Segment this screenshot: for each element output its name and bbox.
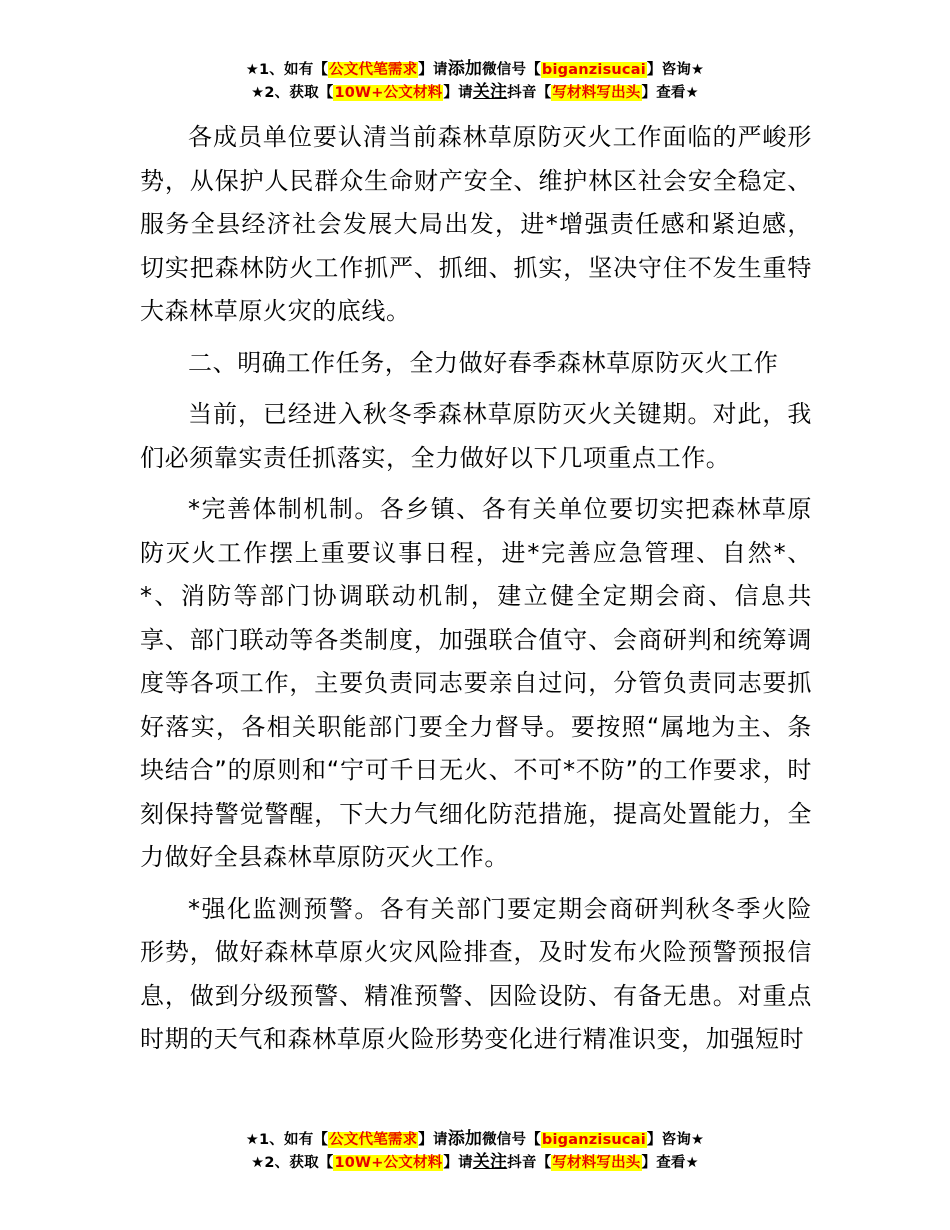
- wechat-id-highlight: biganzisucai: [541, 62, 646, 78]
- ghostwriting-highlight: 公文代笔需求: [329, 62, 418, 78]
- header-line-1: ★1、如有【公文代笔需求】请添加微信号【biganzisucai】咨询★: [245, 59, 705, 79]
- document-body: [140, 116, 812, 1062]
- body-paragraph: 各成员单位要认清当前森林草原防灭火工作面临的严峻形势，从保护人民群众生命财产安全、维护林区社会安全稳定、服务全县经济社会发展大局出发，进*增强责任感和紧迫感，切实把森林防火工作抓严、抓细、抓实，坚决守住不发生重特大森林草原火灾的底线。: [140, 123, 812, 325]
- materials-highlight: 10W+公文材料: [334, 85, 443, 101]
- body-paragraph: 当前，已经进入秋冬季森林草原防灭火关键期。对此，我们必须靠实责任抓落实，全力做好以下几项重点工作。: [140, 400, 812, 472]
- wechat-id-highlight: biganzisucai: [541, 1132, 646, 1148]
- header-banner: [0, 58, 950, 104]
- douyin-account-highlight: 写材料写出头: [552, 1155, 641, 1171]
- douyin-account-highlight: 写材料写出头: [552, 85, 641, 101]
- ghostwriting-highlight: 公文代笔需求: [329, 1132, 418, 1148]
- footer-line-1: ★1、如有【公文代笔需求】请添加微信号【biganzisucai】咨询★: [245, 1129, 705, 1149]
- section-heading: 二、明确工作任务，全力做好春季森林草原防灭火工作: [188, 348, 779, 377]
- header-line-2: ★2、获取【10W+公文材料】请关注抖音【写材料写出头】查看★: [251, 82, 699, 102]
- footer-banner: [0, 1128, 950, 1174]
- body-paragraph: *完善体制机制。各乡镇、各有关单位要切实把森林草原防灭火工作摆上重要议事日程，进*完善应急管理、自然*、*、消防等部门协调联动机制，建立健全定期会商、信息共享、部门联动等各类制度，加强联合值守、会商研判和统筹调度等各项工作，主要负责同志要亲自过问，分管负责同志要抓好落实，各相关职能部门要全力督导。要按照“属地为主、条块结合”的原则和“宁可千日无火、不可*不防”的工作要求，时刻保持警觉警醒，下大力气细化防范措施，提高处置能力，全力做好全县森林草原防灭火工作。: [140, 495, 812, 871]
- materials-highlight: 10W+公文材料: [334, 1155, 443, 1171]
- body-paragraph: *强化监测预警。各有关部门要定期会商研判秋冬季火险形势，做好森林草原火灾风险排查，及时发布火险预警预报信息，做到分级预警、精准预警、因险设防、有备无患。对重点时期的天气和森林草原火险形势变化进行精准识变，加强短时: [140, 894, 812, 1053]
- footer-line-2: ★2、获取【10W+公文材料】请关注抖音【写材料写出头】查看★: [251, 1152, 699, 1172]
